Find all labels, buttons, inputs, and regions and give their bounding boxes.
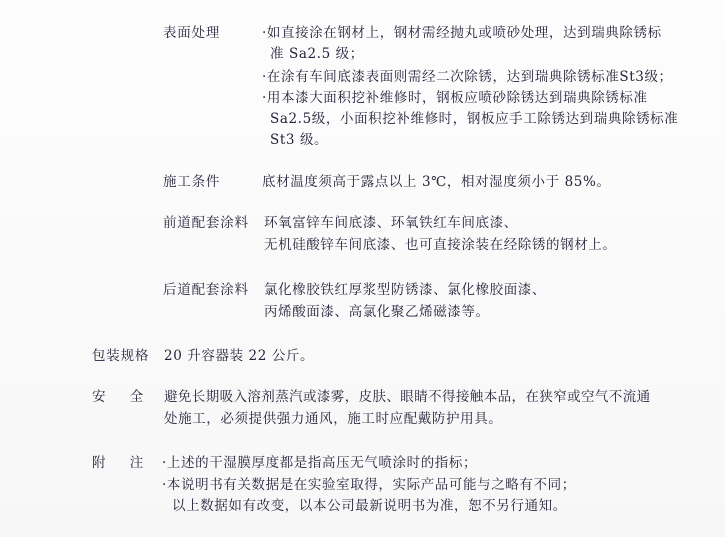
surface-treatment-line: ·在涂有车间底漆表面则需经二次除锈，达到瑞典除锈标准St3级；	[262, 69, 673, 85]
packaging-text: 20 升容器装 22 公斤。	[164, 348, 315, 364]
notes-label	[92, 454, 144, 472]
safety-line: 避免长期吸入溶剂蒸汽或漆雾，皮肤、眼睛不得接触本品，在狭窄或空气不流通	[164, 389, 651, 405]
preceding-coats-line: 无机硅酸锌车间底漆、也可直接涂装在经除锈的钢材上。	[264, 237, 617, 253]
subsequent-coats-line: 丙烯酸面漆、高氯化聚乙烯磁漆等。	[264, 304, 490, 320]
subsequent-coats-label: 后道配套涂料	[163, 282, 249, 298]
surface-treatment-line: Sa2.5级，小面积挖补维修时，钢板应手工除锈达到瑞典除锈标准	[270, 111, 679, 127]
safety-label-char: 安	[92, 389, 107, 405]
safety-label-char: 全	[129, 389, 144, 405]
notes-label-char: 注	[129, 455, 144, 471]
surface-treatment-label: 表面处理	[163, 25, 221, 41]
conditions-text: 底材温度须高于露点以上 3℃，相对湿度须小于 85%。	[262, 174, 611, 190]
surface-treatment-line: ·如直接涂在钢材上，钢材需经抛丸或喷砂处理，达到瑞典除锈标	[262, 25, 662, 41]
safety-line: 处施工，必须提供强力通风，施工时应配戴防护用具。	[164, 411, 503, 427]
surface-treatment-line: ·用本漆大面积挖补维修时，钢板应喷砂除锈达到瑞典除锈标准	[262, 90, 648, 106]
notes-line: ·上述的干湿膜厚度都是指高压无气喷涂时的指标；	[162, 455, 478, 471]
preceding-coats-label: 前道配套涂料	[163, 215, 249, 231]
notes-line: ·本说明书有关数据是在实验室取得，实际产品可能与之略有不同；	[162, 477, 576, 493]
surface-treatment-line: 准 Sa2.5 级；	[270, 46, 364, 62]
subsequent-coats-line: 氯化橡胶铁红厚浆型防锈漆、氯化橡胶面漆、	[264, 282, 546, 298]
surface-treatment-line: St3 级。	[270, 132, 329, 148]
packaging-label: 包装规格	[92, 348, 150, 364]
notes-line: 以上数据如有改变，以本公司最新说明书为准，恕不另行通知。	[172, 498, 567, 514]
conditions-label: 施工条件	[163, 174, 221, 190]
notes-label-char: 附	[92, 455, 107, 471]
safety-label	[92, 388, 144, 406]
preceding-coats-line: 环氧富锌车间底漆、环氧铁红车间底漆、	[264, 215, 518, 231]
